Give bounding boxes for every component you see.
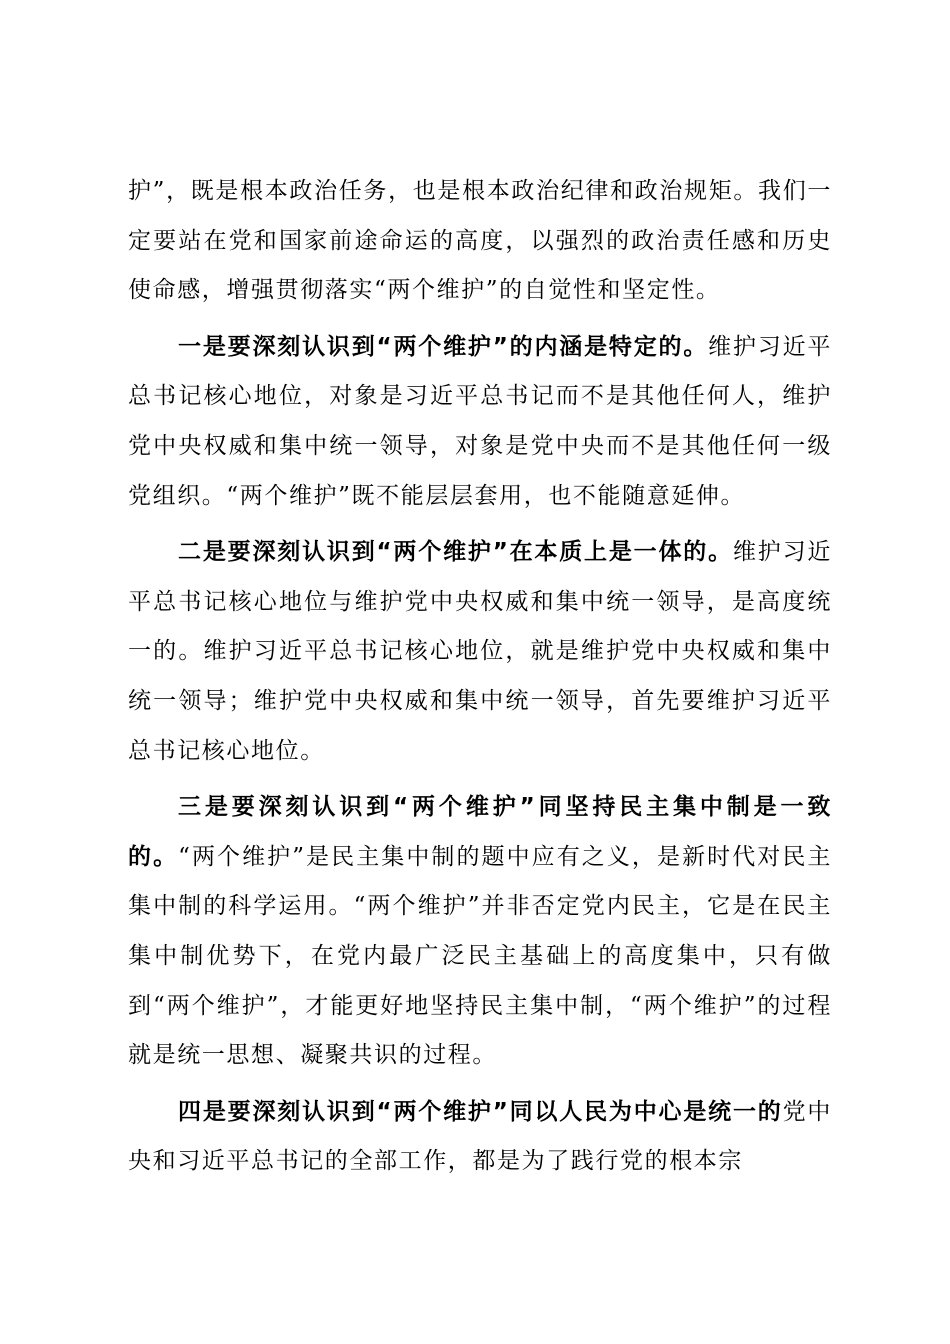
paragraph-heading: 二是要深刻认识到“两个维护”在本质上是一体的。 (178, 539, 733, 566)
paragraph-continuation (128, 167, 832, 316)
paragraph-text: 维护习近平总书记核心地位与维护党中央权威和集中统一领导，是高度统一的。维护习近平总书记核心地位，就是维护党中央权威和集中统一领导；维护党中央权威和集中统一领导，首先要维护习近平总书记核心地位。 (128, 539, 832, 764)
paragraph-text: 护”，既是根本政治任务，也是根本政治纪律和政治规矩。我们一定要站在党和国家前途命运的高度，以强烈的政治责任感和历史使命感，增强贯彻落实“两个维护”的自觉性和坚定性。 (128, 178, 832, 304)
paragraph-heading: 四是要深刻认识到“两个维护”同以人民为中心是统一的 (178, 1098, 783, 1125)
paragraph-text: 党中央和习近平总书记的全部工作，都是为了践行党的根本宗 (128, 1098, 833, 1175)
paragraph-point-four (128, 1088, 832, 1187)
paragraph-heading: 三是要深刻认识到“两个维护”同坚持民主集中制是一致的。 (128, 794, 832, 870)
paragraph-point-three (128, 783, 832, 1081)
paragraph-point-one (128, 323, 832, 521)
document-body (128, 167, 832, 1194)
paragraph-text: 维护习近平总书记核心地位，对象是习近平总书记而不是其他任何人，维护党中央权威和集中统一领导，对象是党中央而不是其他任何一级党组织。“两个维护”既不能层层套用，也不能随意延伸。 (128, 333, 832, 509)
paragraph-heading: 一是要深刻认识到“两个维护”的内涵是特定的。 (178, 333, 709, 360)
paragraph-point-two (128, 528, 832, 776)
paragraph-text: “两个维护”是民主集中制的题中应有之义，是新时代对民主集中制的科学运用。“两个维护”并非否定党内民主，它是在民主集中制优势下，在党内最广泛民主基础上的高度集中，只有做到“两个维护”，才能更好地坚持民主集中制，“两个维护”的过程就是统一思想、凝聚共识的过程。 (128, 843, 833, 1069)
